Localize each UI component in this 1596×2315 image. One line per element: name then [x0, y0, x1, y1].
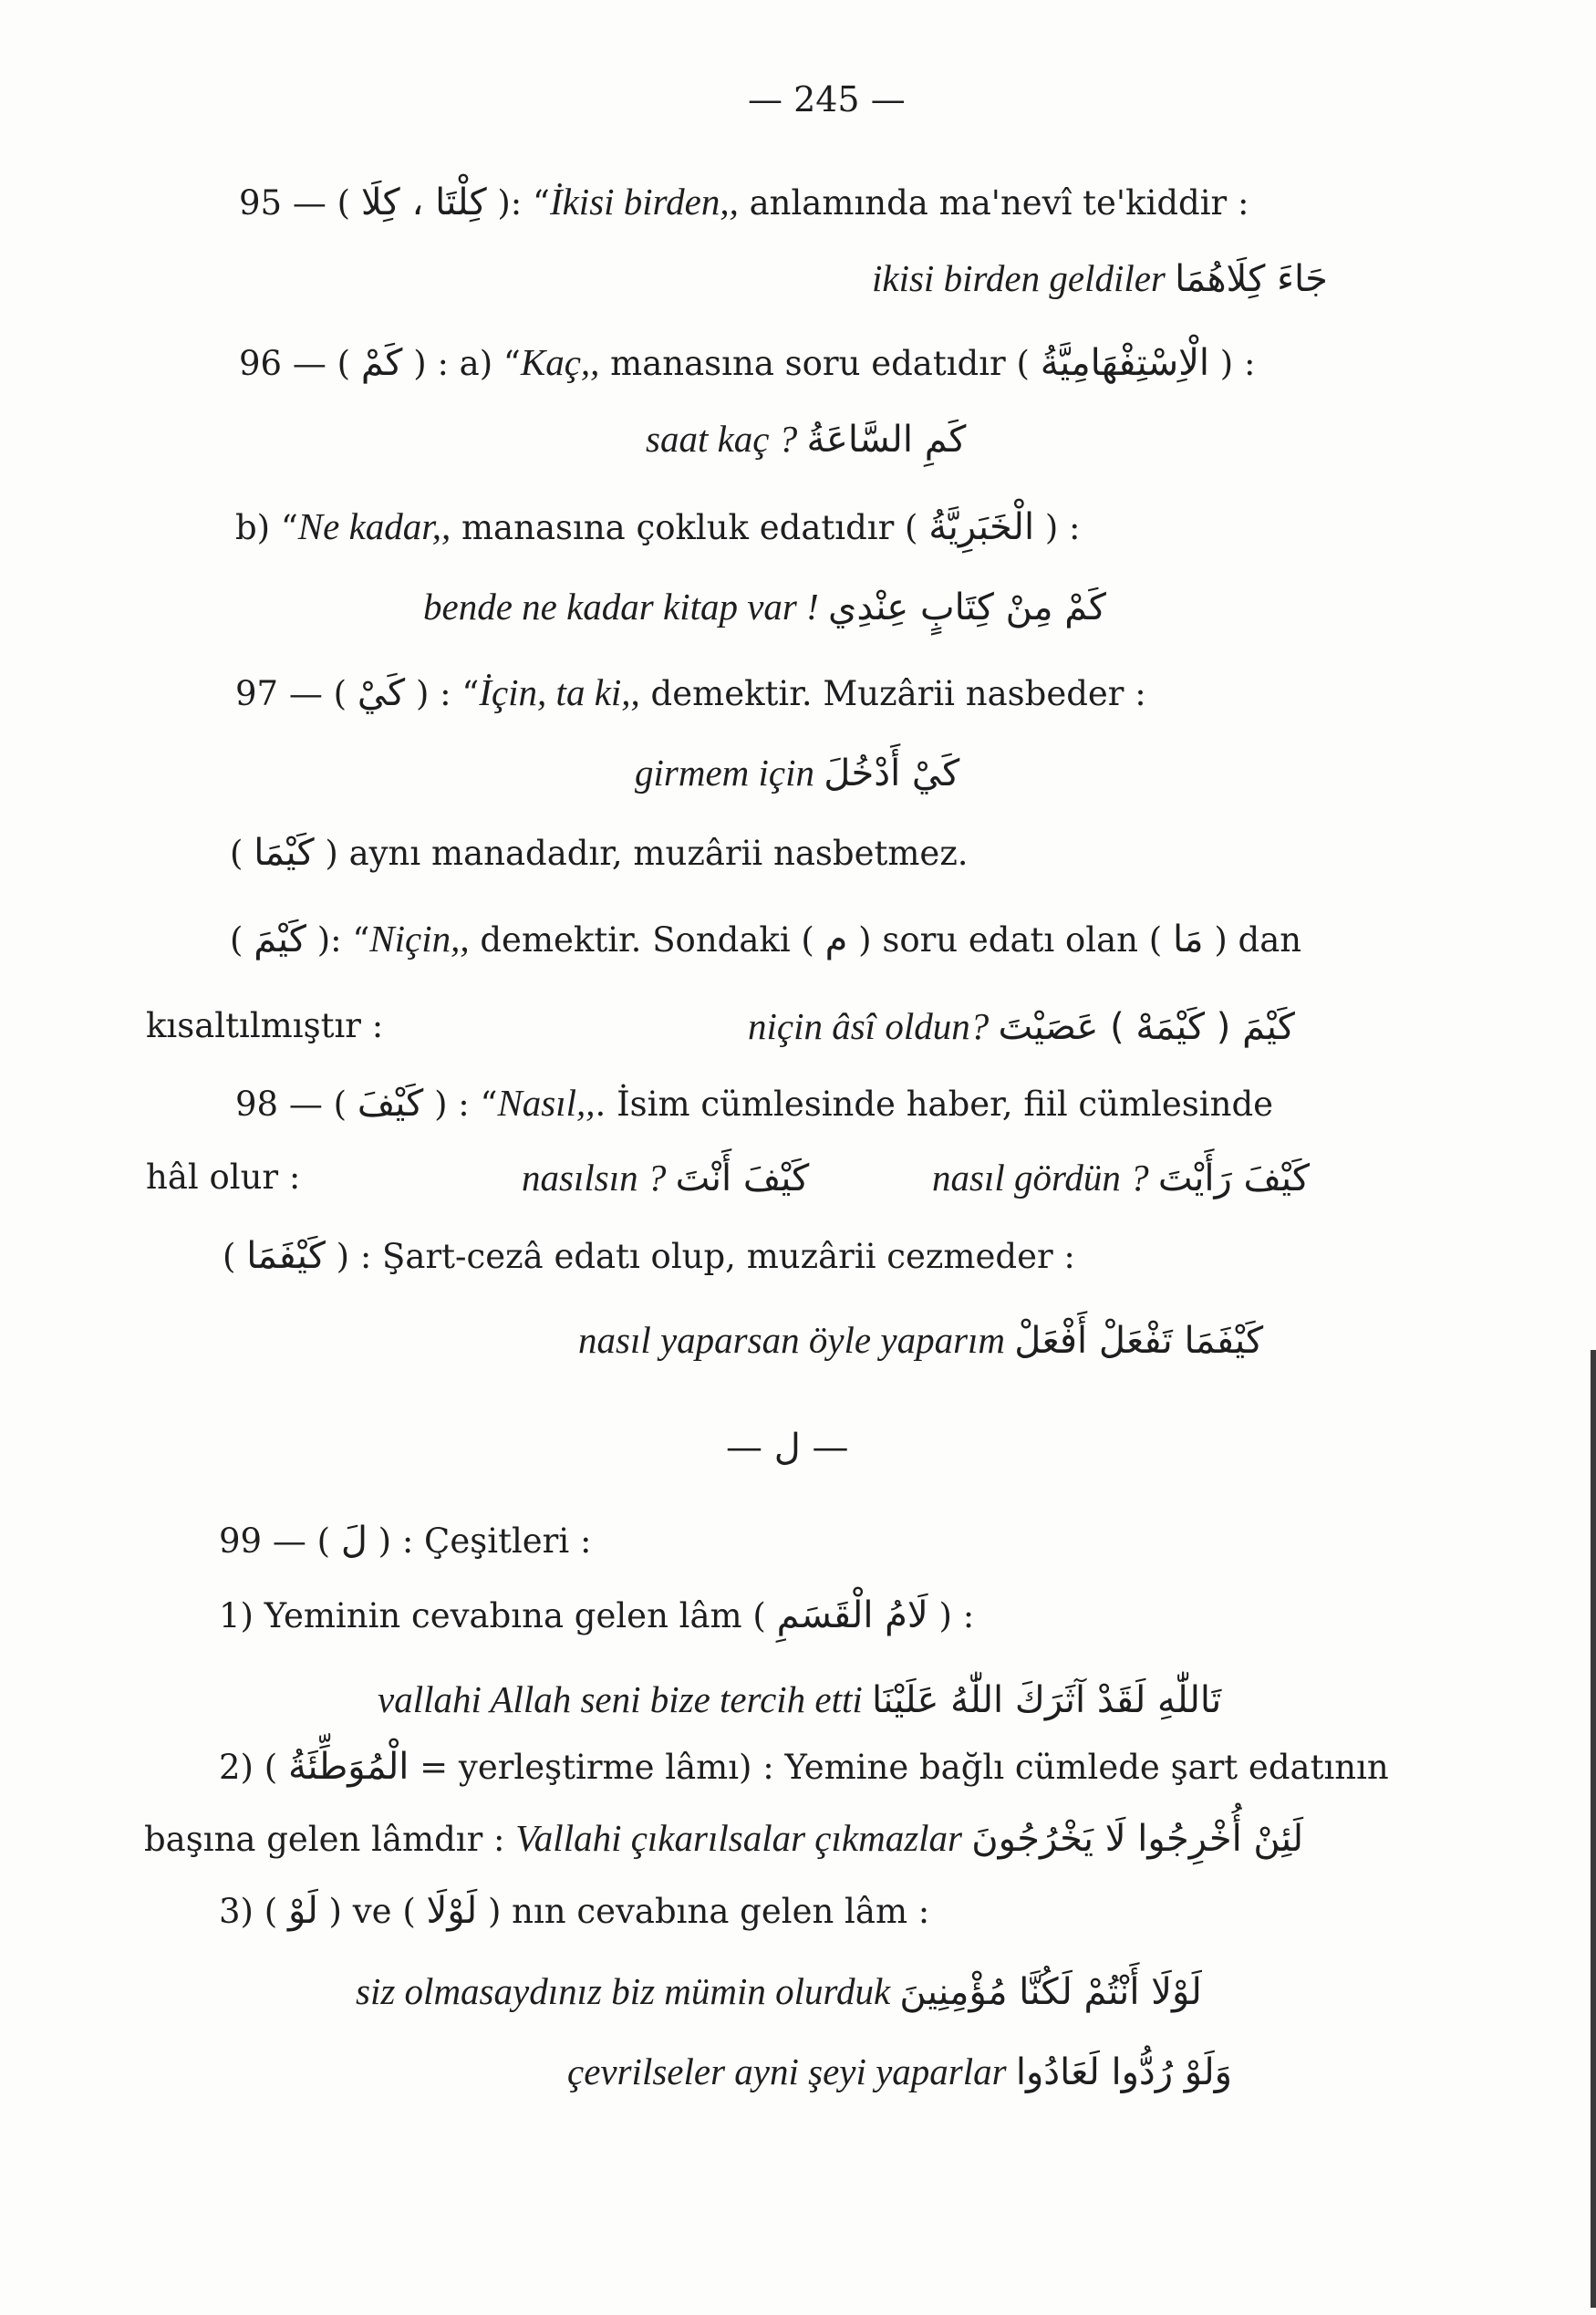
section-heading — [726, 1425, 849, 1470]
text-run: hâl olur : — [146, 1158, 301, 1197]
text-line — [230, 830, 969, 877]
text-run: manasına soru edatıdır ( — [599, 344, 1041, 383]
text-run: ) nın cevabına gelen lâm : — [477, 1892, 930, 1931]
text-run: demektir. Sondaki ( — [469, 920, 825, 960]
arabic-text: كَمِ السَّاعَةُ — [806, 419, 967, 461]
italic-text: Nasıl,, — [497, 1082, 596, 1124]
arabic-text: كَيْفَ رَأَيْتَ — [1157, 1158, 1310, 1199]
text-line — [223, 1233, 1075, 1280]
arabic-text: كِلْتَا ، كِلَا — [360, 182, 487, 223]
text-line — [522, 1155, 809, 1202]
italic-text: niçin âsî oldun? — [748, 1005, 999, 1047]
page-edge-shadow — [1591, 1350, 1596, 2308]
text-line — [219, 1518, 591, 1564]
text-run: ) : “ — [423, 1085, 498, 1124]
text-run: ) : Çeşitleri : — [367, 1521, 592, 1561]
arabic-text: وَلَوْ رُدُّوا لَعَادُوا — [1015, 2051, 1232, 2093]
text-line — [239, 339, 1255, 387]
text-run: ) : a) “ — [402, 344, 521, 383]
italic-text: Vallahi çıkarılsalar çıkmazlar — [515, 1817, 972, 1859]
italic-text: girmem için — [635, 752, 824, 794]
arabic-text: كَيْفَ أَنْتَ — [675, 1158, 810, 1199]
arabic-text: كَمْ — [360, 342, 403, 384]
text-run: b) “ — [235, 508, 298, 547]
text-run: başına gelen lâmdır : — [144, 1820, 516, 1859]
text-line — [239, 179, 1249, 226]
arabic-text: الْخَبَرِيَّةُ — [928, 506, 1035, 548]
text-line — [932, 1155, 1310, 1202]
arabic-text: كَيْفَمَا تَفْعَلْ أَفْعَلْ — [1014, 1320, 1264, 1362]
arabic-text: كَيْمَ — [254, 919, 306, 960]
arabic-text: لَئِنْ أُخْرِجُوا لَا يَخْرُجُونَ — [971, 1818, 1304, 1860]
italic-text: nasıl yaparsan öyle yaparım — [578, 1319, 1015, 1361]
text-line — [646, 416, 966, 463]
text-line — [378, 1677, 1221, 1724]
text-line — [635, 750, 959, 797]
arabic-text: جَاءَ كِلَاهُمَا — [1175, 258, 1328, 300]
text-run: ) dan — [1203, 920, 1302, 960]
text-line — [146, 1003, 383, 1049]
text-line — [356, 1968, 1202, 2016]
text-run: — ل — — [726, 1427, 849, 1469]
text-run: ) : — [1034, 508, 1081, 547]
text-run: ) : Şart-cezâ edatı olup, muzârii cezmeder : — [325, 1237, 1075, 1276]
arabic-text: تَاللّٰهِ لَقَدْ آثَرَكَ اللّٰهُ عَلَيْنَا — [872, 1679, 1222, 1721]
text-line — [423, 584, 1106, 631]
arabic-text: الْمُوَطِّئَةُ — [287, 1746, 409, 1788]
text-run: 98 — ( — [235, 1085, 358, 1124]
arabic-text: م — [824, 919, 848, 960]
arabic-text: كَيْ أَدْخُلَ — [824, 753, 960, 794]
text-line — [219, 1593, 974, 1639]
text-line — [748, 1003, 1295, 1051]
italic-text: ikisi birden geldiler — [872, 257, 1176, 299]
text-run: ( — [230, 920, 254, 960]
text-line — [235, 670, 1146, 717]
text-line — [235, 1080, 1273, 1127]
text-run: 96 — ( — [239, 344, 361, 383]
italic-text: İkisi birden,, — [549, 181, 739, 223]
text-run: ) : — [928, 1596, 975, 1635]
italic-text: İçin, ta ki,, — [479, 671, 640, 713]
italic-text: çevrilseler ayni şeyi yaparlar — [567, 2050, 1016, 2092]
text-line — [146, 1155, 300, 1200]
text-run: ) ve ( — [317, 1892, 427, 1931]
text-line — [219, 1744, 1389, 1791]
arabic-text: كَيْ — [357, 672, 406, 714]
arabic-text: لَ — [340, 1520, 368, 1562]
text-line — [567, 2049, 1232, 2096]
text-run: ): “ — [486, 183, 550, 223]
italic-text: siz olmasaydınız biz mümin olurduk — [356, 1970, 900, 2012]
text-run: demektir. Muzârii nasbeder : — [639, 674, 1146, 713]
text-line — [219, 1888, 929, 1935]
italic-text: nasıl gördün ? — [932, 1157, 1158, 1199]
text-run: ) : — [1209, 344, 1256, 383]
text-run: = yerleştirme lâmı) : Yemine bağlı cümlede şart edatının — [409, 1748, 1389, 1787]
italic-text: Niçin,, — [369, 918, 470, 960]
arabic-text: كَيْفَمَا — [246, 1235, 326, 1277]
text-line — [144, 1815, 1303, 1863]
italic-text: nasılsın ? — [522, 1157, 676, 1199]
page-number: — 245 — — [748, 79, 906, 119]
text-run: 97 — ( — [235, 674, 358, 713]
italic-text: Ne kadar,, — [297, 505, 451, 547]
arabic-text: مَا — [1172, 919, 1204, 960]
arabic-text: كَيْمَا — [254, 832, 315, 874]
text-run: anlamında ma'nevî te'kiddir : — [738, 183, 1249, 223]
text-run: 3) ( — [219, 1892, 288, 1931]
text-line — [872, 255, 1328, 303]
text-run: manasına çokluk edatıdır ( — [451, 508, 929, 547]
text-line — [230, 916, 1301, 963]
text-run: 1) Yeminin cevabına gelen lâm ( — [219, 1596, 777, 1635]
text-run: ) : “ — [405, 674, 480, 713]
text-run: ( — [230, 834, 254, 873]
text-run: ( — [223, 1237, 247, 1276]
arabic-text: كَمْ مِنْ كِتَابٍ عِنْدِي — [828, 587, 1106, 628]
arabic-text: لَوْ — [287, 1890, 318, 1932]
arabic-text: كَيْفَ — [357, 1083, 424, 1125]
italic-text: bende ne kadar kitap var ! — [423, 586, 829, 628]
text-run: ) soru edatı olan ( — [847, 920, 1173, 960]
arabic-text: لَوْلَا أَنْتُمْ لَكُنَّا مُؤْمِنِينَ — [899, 1971, 1202, 2013]
arabic-text: لَامُ الْقَسَمِ — [776, 1594, 928, 1636]
italic-text: vallahi Allah seni bize tercih etti — [378, 1678, 873, 1720]
italic-text: Kaç,, — [520, 341, 600, 383]
arabic-text: لَوْلَا — [426, 1890, 478, 1932]
text-run: 99 — ( — [219, 1521, 341, 1561]
text-run: ) aynı manadadır, muzârii nasbetmez. — [314, 834, 969, 873]
text-run: 95 — ( — [239, 183, 361, 223]
text-run: 2) ( — [219, 1748, 288, 1787]
text-run: ): “ — [306, 920, 370, 960]
italic-text: saat kaç ? — [646, 418, 807, 460]
text-run: . İsim cümlesinde haber, fiil cümlesinde — [595, 1085, 1274, 1124]
text-line — [578, 1317, 1263, 1365]
text-run: kısaltılmıştır : — [146, 1006, 384, 1045]
arabic-text: كَيْمَ ( كَيْمَهْ ) عَصَيْتَ — [998, 1006, 1295, 1048]
arabic-text: الْاِسْتِفْهَامِيَّةُ — [1040, 342, 1210, 384]
text-line — [235, 503, 1081, 551]
